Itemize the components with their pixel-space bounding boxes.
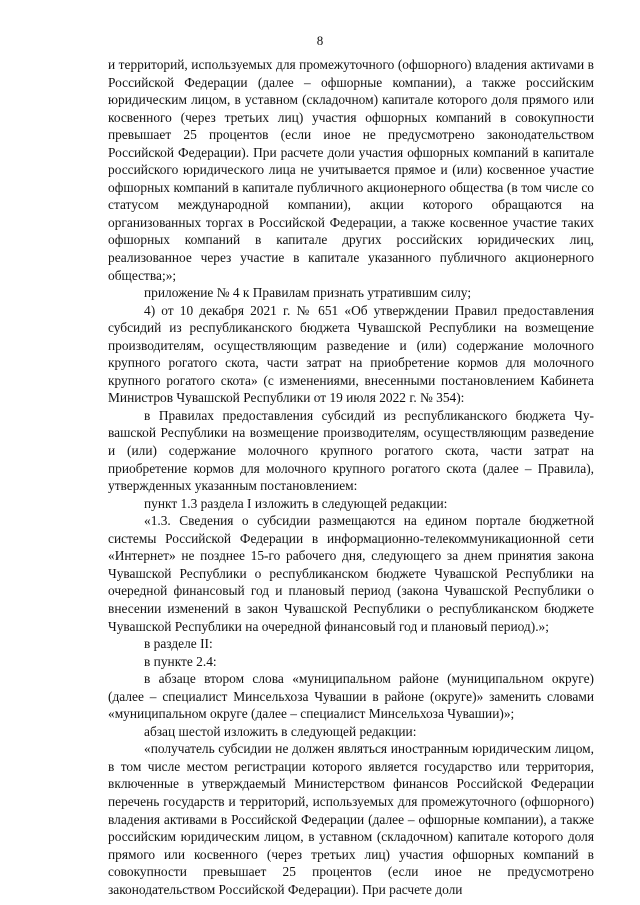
paragraph-in-rules: в Правилах предоставления субсидий из республиканского бюджета Чувашской Республики на возмещение производителям, осуществляющим разведение и (или) содержание молочного крупного рогатого скота, части затрат на приобретение кормов для молочного крупного рогатого скота (далее – Правила), утвержденных указанным постановлением: (108, 407, 594, 494)
paragraph-continuation: и территорий, используемых для промежуточного (офшорного) владения актиvами в Российской Федерации (далее – офшорные компании), а также российским юридическим лицом, в уставном (складочном) капитале которого доля прямого или косвенного (через третьих лиц) участия офшорных компаний в совокупности превышает 25 процентов (если иное не предусмотрено законодательством Российской Федерации). При расчете доли участия офшорных компаний в капитале российского юридического лица не учитывается прямое и (или) косвенное участие офшорных компаний в капитале публичного акционерного общества (в том числе со статусом международной компании), акции которого обращаются на организованных торгах в Российской Федерации, а также косвенное участие таких офшорных компаний в капитале других российских юридических лиц, реализованное через участие в капитале указанного публичного акционерного общества;»; (108, 57, 594, 283)
paragraph-item-4-resolution-651: 4) от 10 декабря 2021 г. № 651 «Об утверждении Правил предоставления субсидий из республиканского бюджета Чувашской Республики на возмещение производителям, осуществляющим разведение и (или) содержание молочного крупного рогатого скота, части затрат на приобретение кормов для молочного крупного рогатого скота» (с изменениями, внесенными постановлением Кабинета Министров Чувашской Республики от 19 июля 2022 г. № 354): (108, 302, 594, 406)
paragraph-appendix-4-repeal: приложение № 4 к Правилам признать утратившим силу; (144, 285, 472, 301)
paragraph-clause-1-3-text: «1.3. Сведения о субсидии размещаются на едином портале бюджетной системы Российской Федерации в информационно-телекоммуникационной сети «Интернет» не позднее 15-го рабочего дня, следующего за днем принятия закона Чувашской Республики о республиканском бюджете Чувашской Республики на очередной финансовый год и плановый период (закона Чувашской Республики о внесении изменений в закон Чувашской Республики о республиканском бюджете Чувашской Республики на очередной финансовый год и плановый период).»; (108, 513, 594, 634)
paragraph-abzac-2: в абзаце втором слова «муниципальном районе (муниципальном округе) (далее – специалист Минсельхоза Чувашии в районе (округе)» заменить словами «муниципальном округе (далее – специалист Минсельхоза Чувашии)»; (108, 671, 594, 722)
paragraph-section-2: в разделе II: (144, 636, 213, 652)
paragraph-abzac-6-text: «получатель субсидии не должен являться иностранным юридическим лицом, в том числе местом регистрации которого является государство или территория, включенные в утверждаемый Министерством финансов Российской Федерации перечень государств и территорий, используемых для промежуточного (офшорного) владения активами в Российской Федерации (далее – офшорные компании), а также российским юридическим лицом, в уставном (складочном) капитале которого доля прямого или косвенного (через третьих лиц) участия офшорных компаний в совокупности превышает 25 процентов (если иное не предусмотрено законодательством Российской Федерации). При расчете доли (108, 741, 594, 897)
paragraph-clause-1-3-heading: пункт 1.3 раздела I изложить в следующей редакции: (144, 495, 448, 511)
paragraph-clause-2-4: в пункте 2.4: (144, 653, 217, 669)
page-number: 8 (316, 33, 324, 48)
document-body (108, 56, 594, 898)
paragraph-abzac-6-heading: абзац шестой изложить в следующей редакции: (144, 723, 417, 739)
